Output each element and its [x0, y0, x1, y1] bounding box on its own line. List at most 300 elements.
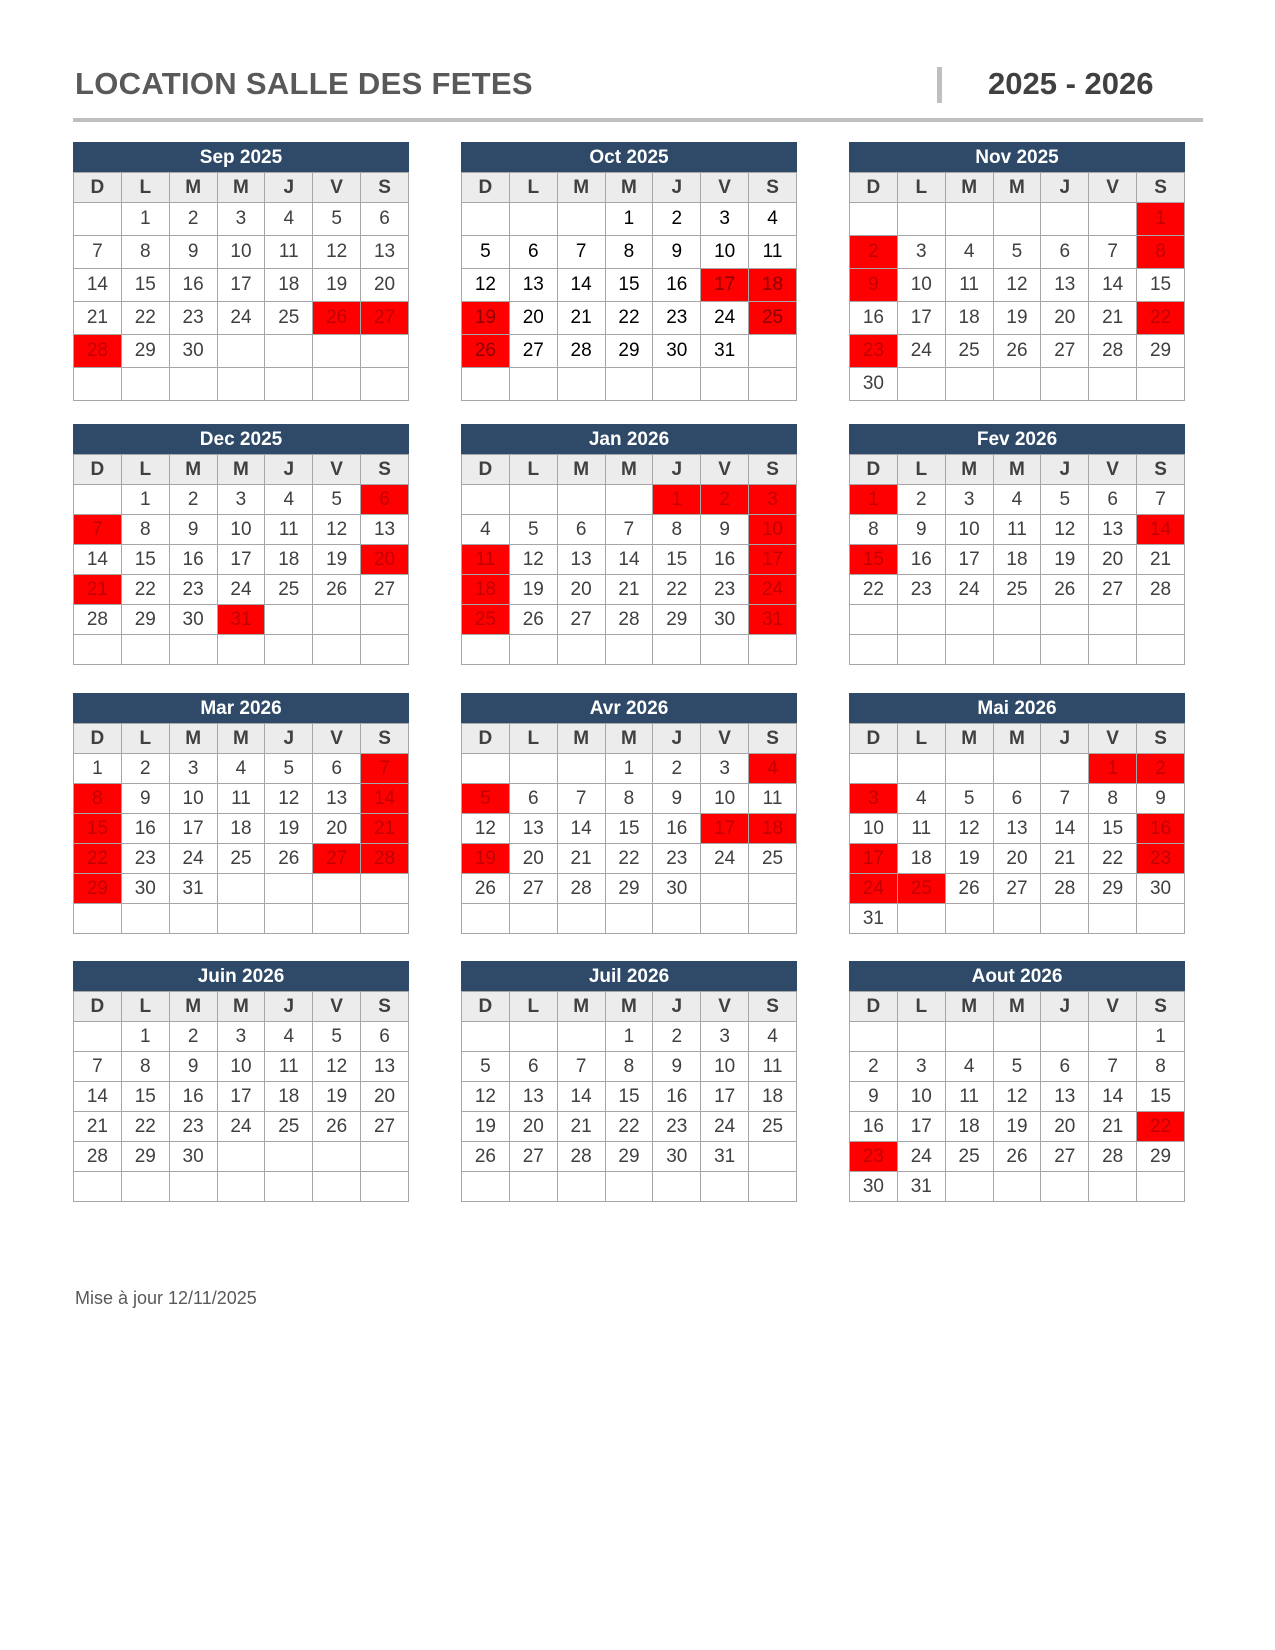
weekday-row — [74, 724, 409, 754]
day-cell: 6 — [313, 754, 361, 784]
empty-cell — [850, 635, 898, 665]
day-cell: 28 — [1041, 874, 1089, 904]
day-cell: 16 — [121, 814, 169, 844]
day-cell: 25 — [217, 844, 265, 874]
week-row — [850, 1052, 1185, 1082]
day-cell: 15 — [1089, 814, 1137, 844]
day-cell: 28 — [1089, 335, 1137, 368]
month-calendar — [461, 424, 797, 665]
day-cell: 18 — [945, 302, 993, 335]
day-cell: 10 — [217, 1052, 265, 1082]
day-cell: 20 — [509, 844, 557, 874]
day-cell: 5 — [462, 1052, 510, 1082]
day-cell-booked: 3 — [749, 485, 797, 515]
weekday-header: M — [945, 992, 993, 1022]
week-row — [850, 368, 1185, 401]
month-calendar — [849, 961, 1185, 1202]
weekday-header: M — [557, 455, 605, 485]
empty-cell — [74, 904, 122, 934]
month-calendar — [461, 961, 797, 1202]
day-cell-booked: 22 — [1137, 1112, 1185, 1142]
day-cell: 11 — [265, 515, 313, 545]
empty-cell — [462, 1172, 510, 1202]
day-cell-booked: 1 — [1089, 754, 1137, 784]
day-cell: 29 — [1137, 1142, 1185, 1172]
day-cell: 14 — [1089, 1082, 1137, 1112]
day-cell: 1 — [605, 203, 653, 236]
weekday-header: M — [217, 173, 265, 203]
weekday-header: M — [945, 173, 993, 203]
month-calendar — [73, 961, 409, 1202]
day-cell: 2 — [169, 203, 217, 236]
weekday-header: V — [1089, 455, 1137, 485]
empty-cell — [1137, 635, 1185, 665]
empty-cell — [313, 874, 361, 904]
weekday-header: V — [313, 455, 361, 485]
empty-cell — [313, 635, 361, 665]
day-cell: 5 — [993, 1052, 1041, 1082]
day-cell: 13 — [509, 1082, 557, 1112]
week-row — [462, 368, 797, 401]
day-cell: 24 — [217, 1112, 265, 1142]
week-row — [462, 754, 797, 784]
week-row — [850, 236, 1185, 269]
empty-cell — [557, 368, 605, 401]
day-cell: 19 — [265, 814, 313, 844]
day-cell: 24 — [217, 575, 265, 605]
day-cell: 7 — [557, 784, 605, 814]
empty-cell — [361, 904, 409, 934]
empty-cell — [993, 754, 1041, 784]
day-cell: 13 — [509, 269, 557, 302]
day-cell-booked: 19 — [462, 844, 510, 874]
empty-cell — [557, 1172, 605, 1202]
empty-cell — [217, 904, 265, 934]
day-cell: 10 — [850, 814, 898, 844]
weekday-header: M — [993, 724, 1041, 754]
empty-cell — [749, 1142, 797, 1172]
day-cell: 6 — [993, 784, 1041, 814]
week-row — [74, 1022, 409, 1052]
day-cell: 30 — [169, 335, 217, 368]
day-cell: 10 — [945, 515, 993, 545]
week-row — [850, 1172, 1185, 1202]
empty-cell — [850, 1022, 898, 1052]
weekday-header: J — [653, 992, 701, 1022]
day-cell: 13 — [361, 515, 409, 545]
weekday-row — [850, 724, 1185, 754]
day-cell: 8 — [653, 515, 701, 545]
empty-cell — [462, 203, 510, 236]
weekday-header: L — [897, 724, 945, 754]
day-cell: 9 — [850, 1082, 898, 1112]
day-cell: 11 — [749, 784, 797, 814]
day-cell: 10 — [701, 1052, 749, 1082]
day-cell: 18 — [993, 545, 1041, 575]
empty-cell — [265, 368, 313, 401]
empty-cell — [701, 904, 749, 934]
day-cell-booked: 23 — [850, 335, 898, 368]
week-row — [850, 874, 1185, 904]
day-cell: 13 — [1041, 1082, 1089, 1112]
empty-cell — [557, 203, 605, 236]
day-cell: 22 — [605, 844, 653, 874]
day-cell: 18 — [265, 545, 313, 575]
day-cell-booked: 27 — [313, 844, 361, 874]
day-cell: 9 — [169, 515, 217, 545]
day-cell: 12 — [313, 236, 361, 269]
day-cell: 9 — [169, 1052, 217, 1082]
empty-cell — [169, 904, 217, 934]
day-cell: 19 — [462, 1112, 510, 1142]
day-cell-booked: 15 — [850, 545, 898, 575]
month-table — [849, 172, 1185, 401]
day-cell: 2 — [897, 485, 945, 515]
day-cell-booked: 19 — [462, 302, 510, 335]
day-cell: 13 — [361, 236, 409, 269]
month-table — [849, 454, 1185, 665]
day-cell: 8 — [121, 236, 169, 269]
day-cell: 29 — [1137, 335, 1185, 368]
empty-cell — [265, 605, 313, 635]
day-cell: 16 — [653, 269, 701, 302]
day-cell: 10 — [217, 236, 265, 269]
empty-cell — [509, 754, 557, 784]
day-cell-booked: 8 — [74, 784, 122, 814]
week-row — [462, 1142, 797, 1172]
weekday-header: J — [1041, 173, 1089, 203]
empty-cell — [605, 485, 653, 515]
empty-cell — [701, 1172, 749, 1202]
day-cell: 14 — [605, 545, 653, 575]
day-cell-booked: 2 — [850, 236, 898, 269]
weekday-header: L — [121, 455, 169, 485]
day-cell: 13 — [1041, 269, 1089, 302]
empty-cell — [557, 904, 605, 934]
empty-cell — [169, 635, 217, 665]
day-cell-booked: 31 — [749, 605, 797, 635]
day-cell: 29 — [653, 605, 701, 635]
weekday-header: L — [509, 455, 557, 485]
weekday-header: V — [313, 724, 361, 754]
day-cell: 20 — [1041, 1112, 1089, 1142]
empty-cell — [509, 368, 557, 401]
weekday-header: V — [701, 455, 749, 485]
day-cell: 7 — [74, 1052, 122, 1082]
day-cell: 15 — [121, 269, 169, 302]
day-cell-booked: 21 — [361, 814, 409, 844]
day-cell: 27 — [1041, 1142, 1089, 1172]
day-cell: 15 — [121, 1082, 169, 1112]
empty-cell — [701, 368, 749, 401]
empty-cell — [74, 203, 122, 236]
weekday-header: V — [1089, 724, 1137, 754]
day-cell-booked: 17 — [701, 269, 749, 302]
day-cell-booked: 26 — [462, 335, 510, 368]
day-cell: 26 — [993, 1142, 1041, 1172]
week-row — [74, 515, 409, 545]
weekday-header: M — [217, 724, 265, 754]
week-row — [462, 844, 797, 874]
month-table — [73, 172, 409, 401]
weekday-header: M — [605, 173, 653, 203]
day-cell: 12 — [462, 1082, 510, 1112]
day-cell: 17 — [701, 1082, 749, 1112]
day-cell: 27 — [509, 1142, 557, 1172]
week-row — [74, 1052, 409, 1082]
header-rule — [73, 118, 1203, 122]
day-cell: 5 — [462, 236, 510, 269]
day-cell: 30 — [121, 874, 169, 904]
day-cell: 21 — [74, 302, 122, 335]
month-calendar — [849, 424, 1185, 665]
day-cell: 20 — [1089, 545, 1137, 575]
day-cell-booked: 3 — [850, 784, 898, 814]
day-cell: 14 — [557, 1082, 605, 1112]
day-cell: 30 — [169, 605, 217, 635]
day-cell: 10 — [217, 515, 265, 545]
weekday-header: M — [945, 455, 993, 485]
day-cell-booked: 24 — [850, 874, 898, 904]
day-cell: 29 — [121, 335, 169, 368]
day-cell: 5 — [1041, 485, 1089, 515]
empty-cell — [945, 904, 993, 934]
week-row — [850, 1022, 1185, 1052]
empty-cell — [361, 335, 409, 368]
day-cell: 26 — [265, 844, 313, 874]
weekday-row — [850, 173, 1185, 203]
week-row — [850, 302, 1185, 335]
empty-cell — [701, 874, 749, 904]
day-cell: 19 — [993, 1112, 1041, 1142]
empty-cell — [217, 1172, 265, 1202]
day-cell: 3 — [169, 754, 217, 784]
day-cell: 15 — [605, 269, 653, 302]
day-cell: 8 — [605, 1052, 653, 1082]
empty-cell — [1089, 1172, 1137, 1202]
day-cell: 16 — [850, 1112, 898, 1142]
empty-cell — [74, 1022, 122, 1052]
empty-cell — [945, 635, 993, 665]
day-cell: 19 — [313, 269, 361, 302]
day-cell: 6 — [509, 784, 557, 814]
empty-cell — [993, 1172, 1041, 1202]
day-cell: 25 — [265, 302, 313, 335]
day-cell: 11 — [265, 1052, 313, 1082]
day-cell: 16 — [169, 269, 217, 302]
empty-cell — [897, 754, 945, 784]
weekday-header: J — [653, 173, 701, 203]
week-row — [462, 1052, 797, 1082]
day-cell-booked: 17 — [850, 844, 898, 874]
weekday-header: D — [74, 992, 122, 1022]
empty-cell — [509, 1172, 557, 1202]
empty-cell — [509, 635, 557, 665]
day-cell-booked: 23 — [1137, 844, 1185, 874]
week-row — [850, 754, 1185, 784]
day-cell: 19 — [993, 302, 1041, 335]
day-cell: 5 — [313, 485, 361, 515]
day-cell-booked: 15 — [74, 814, 122, 844]
empty-cell — [749, 1172, 797, 1202]
empty-cell — [169, 368, 217, 401]
day-cell: 30 — [850, 368, 898, 401]
week-row — [850, 269, 1185, 302]
weekday-header: D — [850, 173, 898, 203]
empty-cell — [557, 485, 605, 515]
day-cell: 12 — [462, 269, 510, 302]
day-cell: 25 — [993, 575, 1041, 605]
day-cell: 19 — [509, 575, 557, 605]
day-cell: 22 — [121, 1112, 169, 1142]
weekday-header: M — [557, 992, 605, 1022]
weekday-header: D — [850, 992, 898, 1022]
weekday-header: M — [169, 173, 217, 203]
week-row — [850, 784, 1185, 814]
day-cell: 18 — [217, 814, 265, 844]
day-cell: 22 — [605, 1112, 653, 1142]
day-cell: 8 — [1137, 1052, 1185, 1082]
empty-cell — [313, 1172, 361, 1202]
empty-cell — [313, 605, 361, 635]
day-cell-booked: 14 — [1137, 515, 1185, 545]
day-cell: 4 — [462, 515, 510, 545]
day-cell: 30 — [701, 605, 749, 635]
empty-cell — [509, 485, 557, 515]
day-cell: 5 — [313, 1022, 361, 1052]
month-calendar — [461, 142, 797, 401]
day-cell: 2 — [653, 203, 701, 236]
day-cell: 17 — [897, 302, 945, 335]
month-table — [461, 723, 797, 934]
day-cell: 29 — [121, 605, 169, 635]
empty-cell — [509, 203, 557, 236]
day-cell-booked: 28 — [74, 335, 122, 368]
day-cell: 21 — [605, 575, 653, 605]
day-cell: 7 — [605, 515, 653, 545]
week-row — [850, 635, 1185, 665]
week-row — [850, 335, 1185, 368]
day-cell: 31 — [850, 904, 898, 934]
day-cell: 16 — [653, 814, 701, 844]
weekday-header: S — [361, 455, 409, 485]
empty-cell — [74, 485, 122, 515]
day-cell: 12 — [509, 545, 557, 575]
day-cell: 29 — [1089, 874, 1137, 904]
day-cell: 28 — [557, 335, 605, 368]
day-cell: 30 — [653, 874, 701, 904]
day-cell: 11 — [993, 515, 1041, 545]
day-cell: 2 — [850, 1052, 898, 1082]
weekday-header: D — [850, 455, 898, 485]
day-cell: 27 — [509, 874, 557, 904]
day-cell: 10 — [897, 1082, 945, 1112]
empty-cell — [361, 605, 409, 635]
day-cell: 26 — [1041, 575, 1089, 605]
weekday-row — [74, 992, 409, 1022]
day-cell-booked: 2 — [1137, 754, 1185, 784]
weekday-header: M — [169, 724, 217, 754]
empty-cell — [850, 605, 898, 635]
day-cell: 3 — [701, 203, 749, 236]
week-row — [462, 485, 797, 515]
weekday-header: S — [749, 992, 797, 1022]
empty-cell — [121, 904, 169, 934]
week-row — [74, 754, 409, 784]
day-cell: 5 — [993, 236, 1041, 269]
week-row — [462, 1112, 797, 1142]
empty-cell — [557, 754, 605, 784]
week-row — [74, 236, 409, 269]
day-cell-booked: 28 — [361, 844, 409, 874]
empty-cell — [361, 1172, 409, 1202]
empty-cell — [1041, 904, 1089, 934]
empty-cell — [897, 904, 945, 934]
day-cell: 15 — [1137, 269, 1185, 302]
day-cell: 27 — [509, 335, 557, 368]
day-cell: 9 — [701, 515, 749, 545]
day-cell: 25 — [749, 1112, 797, 1142]
week-row — [850, 605, 1185, 635]
weekday-header: V — [701, 992, 749, 1022]
day-cell: 8 — [605, 784, 653, 814]
day-cell: 27 — [361, 575, 409, 605]
weekday-header: M — [605, 724, 653, 754]
day-cell: 24 — [169, 844, 217, 874]
empty-cell — [557, 635, 605, 665]
empty-cell — [1041, 1172, 1089, 1202]
day-cell: 13 — [313, 784, 361, 814]
weekday-row — [74, 173, 409, 203]
day-cell-booked: 18 — [749, 269, 797, 302]
day-cell: 18 — [945, 1112, 993, 1142]
weekday-header: S — [1137, 724, 1185, 754]
day-cell: 3 — [217, 203, 265, 236]
empty-cell — [605, 635, 653, 665]
empty-cell — [749, 635, 797, 665]
day-cell: 26 — [945, 874, 993, 904]
day-cell: 11 — [945, 1082, 993, 1112]
day-cell: 4 — [749, 1022, 797, 1052]
week-row — [74, 269, 409, 302]
empty-cell — [217, 874, 265, 904]
empty-cell — [217, 1142, 265, 1172]
day-cell: 6 — [557, 515, 605, 545]
empty-cell — [361, 874, 409, 904]
day-cell: 5 — [945, 784, 993, 814]
day-cell: 22 — [121, 302, 169, 335]
empty-cell — [509, 1022, 557, 1052]
day-cell: 22 — [850, 575, 898, 605]
day-cell: 24 — [897, 335, 945, 368]
week-row — [462, 1082, 797, 1112]
empty-cell — [313, 904, 361, 934]
day-cell: 20 — [557, 575, 605, 605]
day-cell: 7 — [557, 1052, 605, 1082]
day-cell: 13 — [361, 1052, 409, 1082]
day-cell: 4 — [897, 784, 945, 814]
week-row — [462, 784, 797, 814]
week-row — [462, 269, 797, 302]
empty-cell — [945, 605, 993, 635]
day-cell: 24 — [701, 844, 749, 874]
empty-cell — [749, 904, 797, 934]
day-cell: 23 — [701, 575, 749, 605]
empty-cell — [850, 203, 898, 236]
day-cell: 16 — [850, 302, 898, 335]
empty-cell — [1137, 1172, 1185, 1202]
empty-cell — [993, 904, 1041, 934]
